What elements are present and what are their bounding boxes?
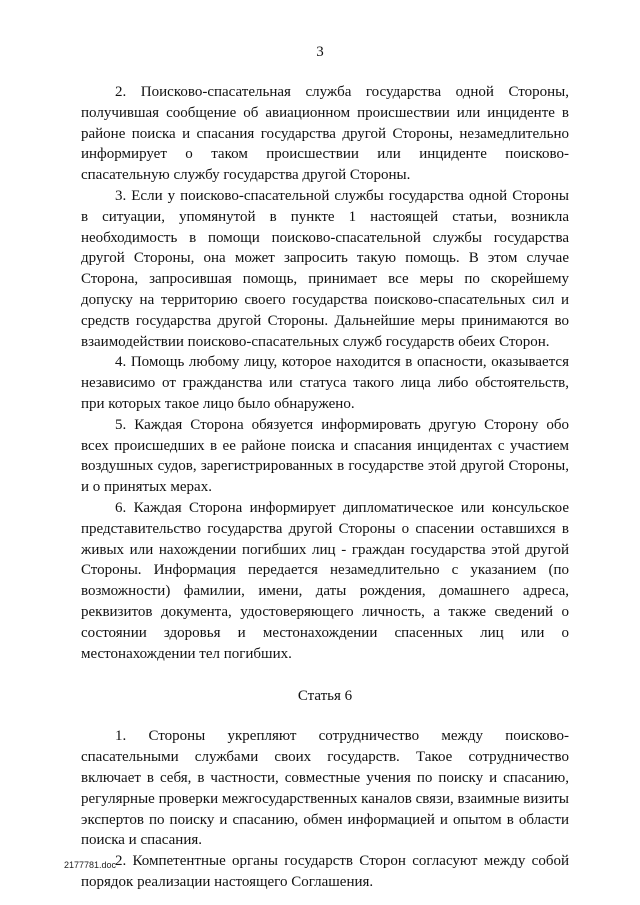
file-name-footer: 2177781.doc — [64, 860, 117, 870]
paragraph-article5-item5: 5. Каждая Сторона обязуется информировать другую Сторону обо всех происшедших в ее районе поиска и спасания инцидентах с участием воздушных судов, зарегистрированных в государстве этой другой Стороны, и о принятых мерах. — [81, 416, 569, 496]
paragraph-article6-item1: 1. Стороны укрепляют сотрудничество между поисково-спасательными службами своих государств. Такое сотрудничество включает в себя, в частности, совместные учения по поиску и спасанию, регулярные проверки межгосударственных каналов связи, взаимные визиты экспертов по поиску и спасанию, обмен информацией и опытом в области поиска и спасания. — [81, 728, 569, 849]
paragraph-article6-item2: 2. Компетентные органы государств Сторон согласуют между собой порядок реализации настоящего Соглашения. — [81, 853, 569, 890]
section-title-article6: Статья 6 — [297, 688, 353, 705]
document-body — [81, 82, 569, 893]
paragraph-article5-item4: 4. Помощь любому лицу, которое находится в опасности, оказывается независимо от гражданства или статуса такого лица либо обстоятельств, при которых такое лицо было обнаружено. — [81, 354, 569, 412]
paragraph-article5-item6: 6. Каждая Сторона информирует дипломатическое или консульское представительство государства другой Стороны о спасении оставшихся в живых или нахождении погибших лиц - граждан государства этой другой Стороны. Информация передается незамедлительно с указанием (по возможности) фамилии, имени, даты рождения, домашнего адреса, реквизитов документа, удостоверяющего личность, а также сведений о состоянии здоровья и местонахождении спасенных лиц или о местонахождении тел погибших. — [81, 499, 569, 662]
paragraph-article5-item3: 3. Если у поисково-спасательной службы государства одной Стороны в ситуации, упомянутой в пункте 1 настоящей статьи, возникла необходимость в помощи поисково-спасательной службы государства другой Стороны, она может запросить такую помощь. В этом случае Сторона, запросившая помощь, принимает все меры по скорейшему допуску на территорию своего государства поисково-спасательных сил и средств государства другой Стороны. Дальнейшие меры принимаются во взаимодействии поисково-спасательных служб государств обеих Сторон. — [81, 187, 569, 350]
page-number: 3 — [316, 44, 324, 60]
paragraph-article5-item2: 2. Поисково-спасательная служба государства одной Стороны, получившая сообщение об авиационном происшествии или инциденте в районе поиска и спасания государства другой Стороны, незамедлительно информирует о таком происшествии или инциденте поисково-спасательную службу государства другой Стороны. — [81, 84, 569, 184]
